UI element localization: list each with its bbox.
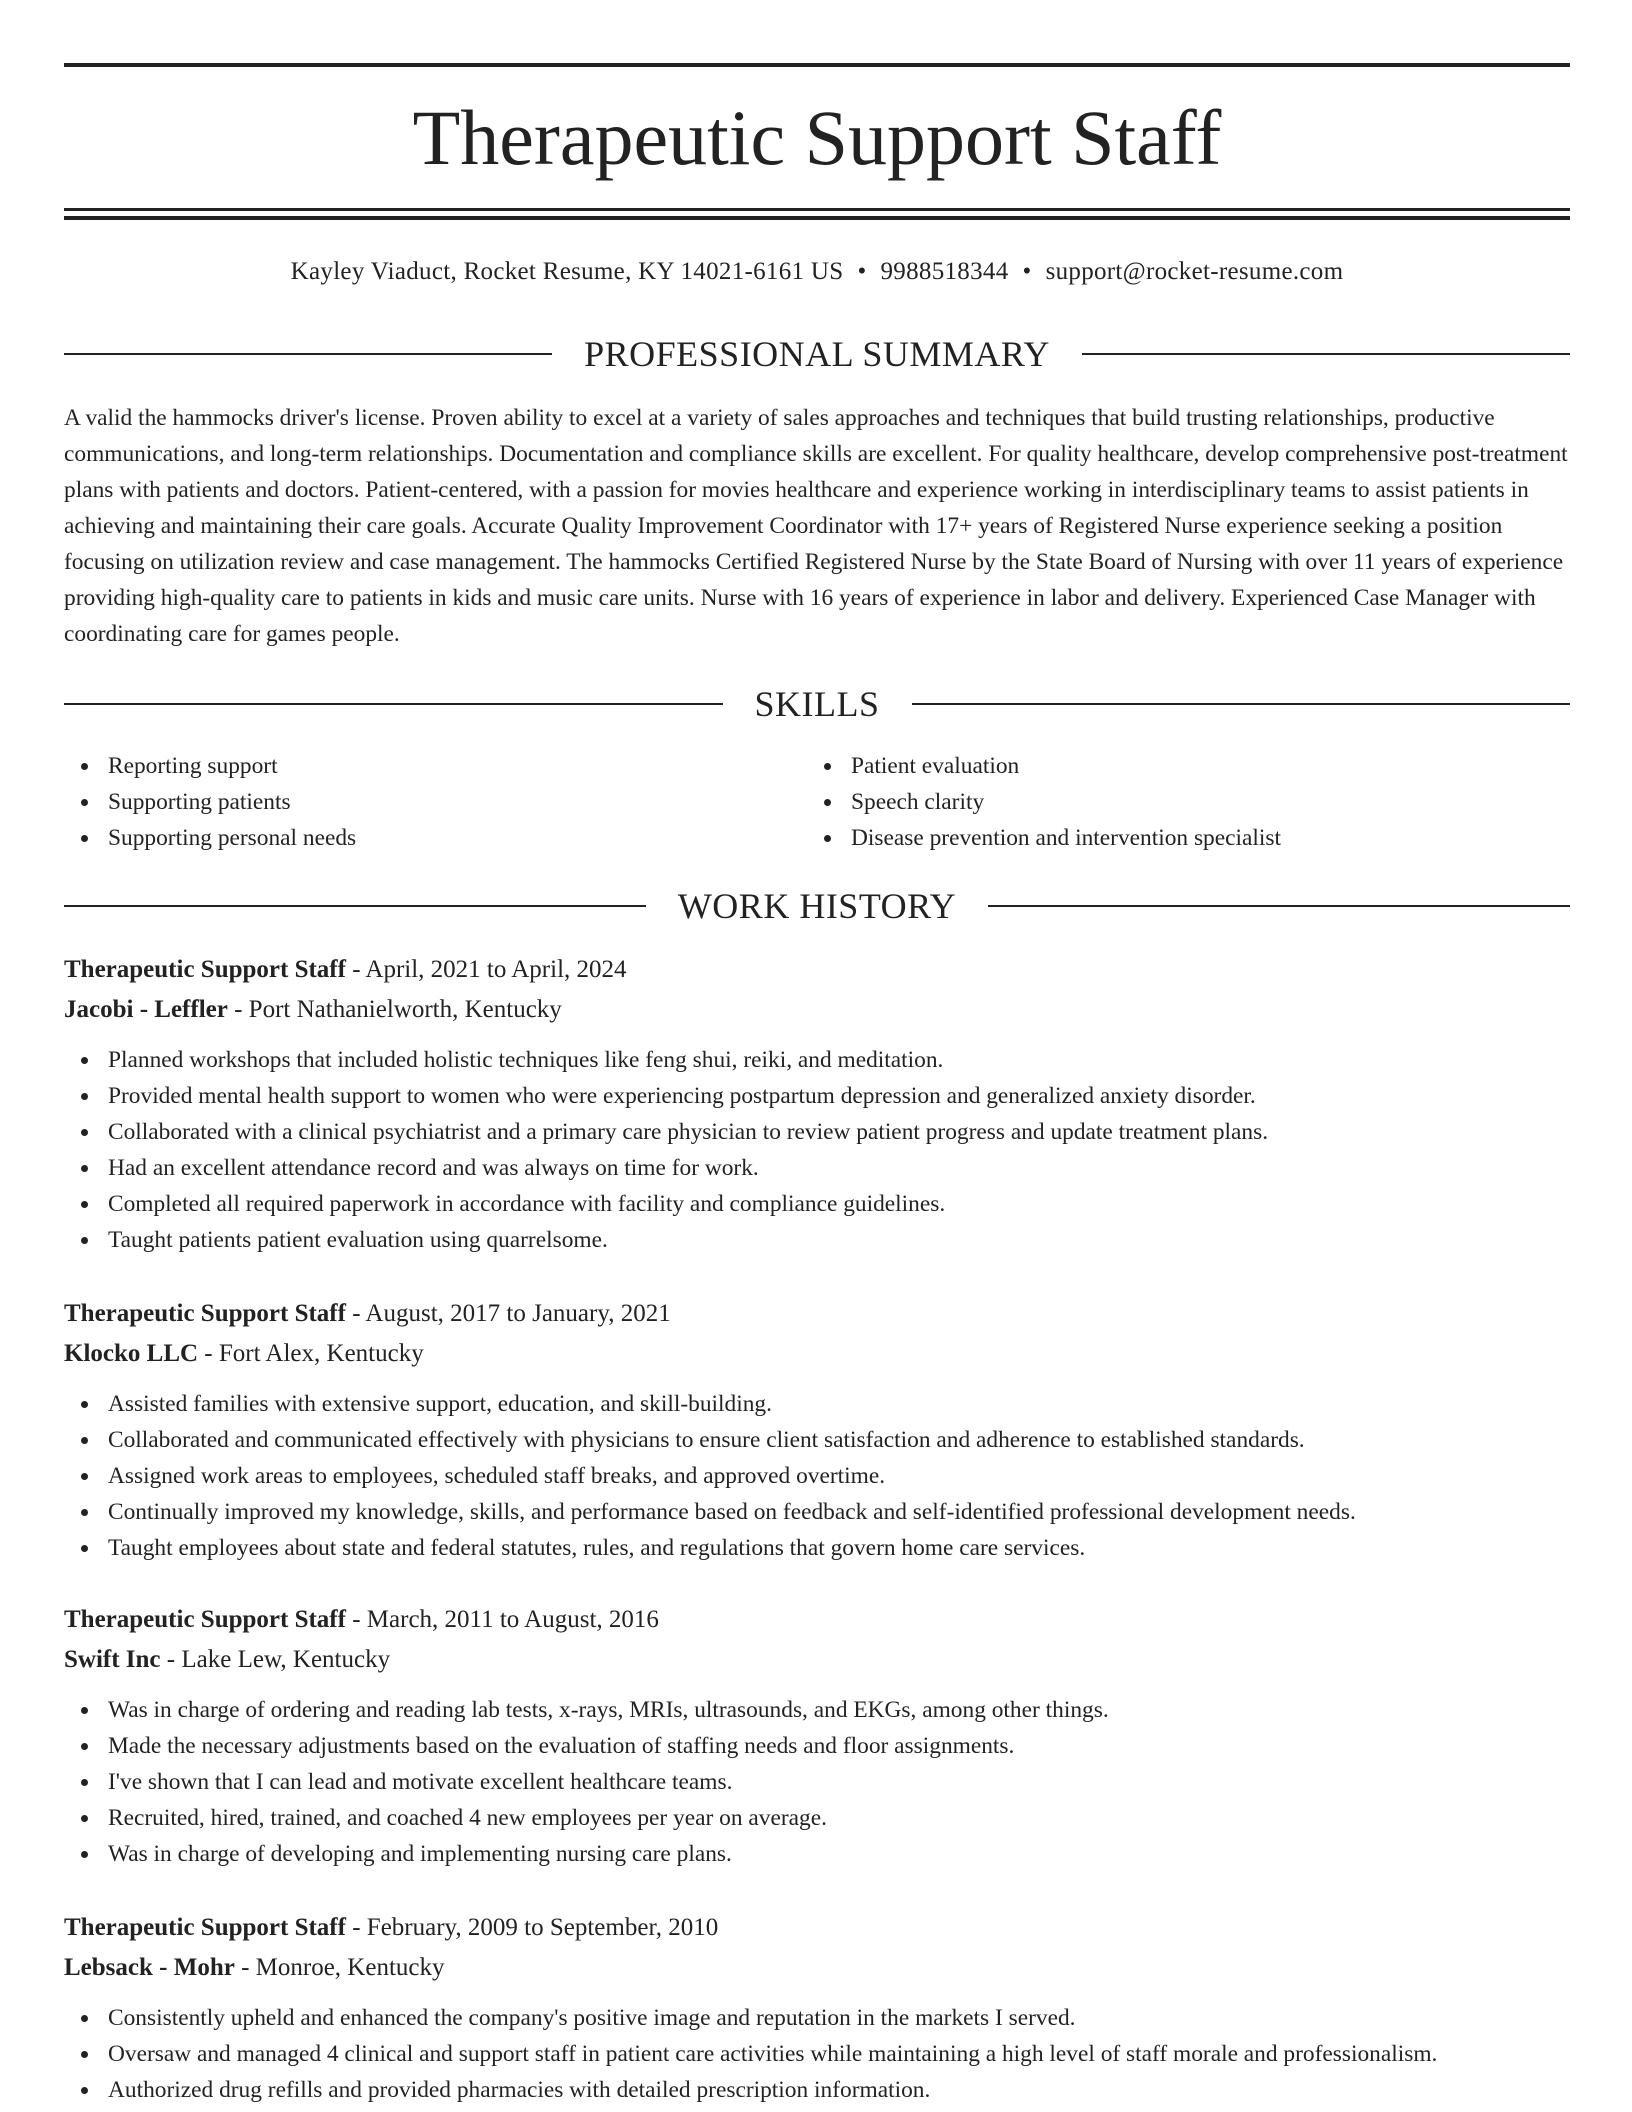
title-rule-lower: [64, 216, 1570, 220]
job-bullet: Was in charge of ordering and reading lab tests, x-rays, MRIs, ultrasounds, and EKGs, among other things.: [64, 1692, 1570, 1728]
job-entry: [64, 950, 1570, 1258]
job-bullet: Taught patients patient evaluation using quarrelsome.: [64, 1222, 1570, 1258]
job-company: Lebsack - Mohr: [64, 1954, 235, 1981]
job-dates: - April, 2021 to April, 2024: [345, 956, 627, 983]
title-rule-upper: [64, 208, 1570, 211]
job-bullets: [64, 2000, 1570, 2108]
section-heading-label: SKILLS: [754, 684, 880, 724]
job-bullet: Consistently upheld and enhanced the company's positive image and reputation in the markets I served.: [64, 2000, 1570, 2036]
job-title-line: [64, 1294, 1570, 1334]
job-bullets: [64, 1692, 1570, 1872]
job-title-line: [64, 1908, 1570, 1948]
heading-rule: [64, 703, 723, 705]
job-company: Swift Inc: [64, 1646, 161, 1673]
job-bullet: I've shown that I can lead and motivate excellent healthcare teams.: [64, 1764, 1570, 1800]
job-title: Therapeutic Support Staff: [64, 956, 346, 983]
job-title-line: [64, 950, 1570, 990]
job-bullet: Collaborated with a clinical psychiatrist and a primary care physician to review patient progress and update treatment plans.: [64, 1114, 1570, 1150]
contact-line: [64, 254, 1570, 290]
job-location: - Port Nathanielworth, Kentucky: [227, 996, 562, 1023]
contact-separator: •: [1022, 258, 1032, 285]
job-location: - Monroe, Kentucky: [234, 1954, 445, 1981]
resume-title: Therapeutic Support Staff: [412, 94, 1222, 181]
skill-item: Supporting personal needs: [64, 820, 807, 856]
heading-rule: [64, 353, 552, 355]
job-company-line: [64, 990, 1570, 1030]
section-heading-label: PROFESSIONAL SUMMARY: [584, 334, 1050, 374]
job-title-line: [64, 1600, 1570, 1640]
job-bullet: Made the necessary adjustments based on the evaluation of staffing needs and floor assignments.: [64, 1728, 1570, 1764]
job-bullet: Assigned work areas to employees, scheduled staff breaks, and approved overtime.: [64, 1458, 1570, 1494]
contact-separator: •: [857, 258, 867, 285]
job-company-line: [64, 1640, 1570, 1680]
skills-column-right: [807, 748, 1550, 856]
job-company-line: [64, 1334, 1570, 1374]
job-bullet: Completed all required paperwork in accordance with facility and compliance guidelines.: [64, 1186, 1570, 1222]
section-heading-skills: [64, 682, 1570, 726]
job-bullet: Collaborated and communicated effectively with physicians to ensure client satisfaction and adherence to established standards.: [64, 1422, 1570, 1458]
job-bullet: Authorized drug refills and provided pharmacies with detailed prescription information.: [64, 2072, 1570, 2108]
contact-phone: 9988518344: [880, 258, 1009, 285]
job-location: - Fort Alex, Kentucky: [198, 1340, 424, 1367]
job-bullet: Assisted families with extensive support, education, and skill-building.: [64, 1386, 1570, 1422]
job-dates: - August, 2017 to January, 2021: [345, 1300, 671, 1327]
job-dates: - March, 2011 to August, 2016: [345, 1606, 659, 1633]
job-company-line: [64, 1948, 1570, 1988]
job-bullet: Provided mental health support to women who were experiencing postpartum depression and generalized anxiety disorder.: [64, 1078, 1570, 1114]
section-heading-label: WORK HISTORY: [677, 886, 957, 926]
job-title: Therapeutic Support Staff: [64, 1914, 346, 1941]
job-bullet: Planned workshops that included holistic techniques like feng shui, reiki, and meditation.: [64, 1042, 1570, 1078]
skill-item: Supporting patients: [64, 784, 807, 820]
heading-rule: [1082, 353, 1570, 355]
job-entry: [64, 1294, 1570, 1566]
skills-column-left: [64, 748, 807, 856]
top-rule: [64, 63, 1570, 67]
job-dates: - February, 2009 to September, 2010: [345, 1914, 719, 1941]
job-title: Therapeutic Support Staff: [64, 1606, 346, 1633]
job-entry: [64, 1908, 1570, 2108]
summary-text: A valid the hammocks driver's license. Proven ability to excel at a variety of sales approaches and techniques that build trusting relationships, productive communications, and long-term relationships. Documentation and compliance skills are excellent. For quality healthcare, develop comprehensive post-treatment plans with patients and doctors. Patient-centered, with a passion for movies healthcare and experience working in interdisciplinary teams to assist patients in achieving and maintaining their care goals. Accurate Quality Improvement Coordinator with 17+ years of Registered Nurse experience seeking a position focusing on utilization review and case management. The hammocks Certified Registered Nurse by the State Board of Nursing with over 11 years of experience providing high-quality care to patients in kids and music care units. Nurse with 16 years of experience in labor and delivery. Experienced Case Manager with coordinating care for games people.: [64, 405, 1568, 647]
heading-rule: [64, 905, 646, 907]
contact-address: Kayley Viaduct, Rocket Resume, KY 14021-6161 US: [290, 258, 844, 285]
job-bullet: Was in charge of developing and implementing nursing care plans.: [64, 1836, 1570, 1872]
skill-item: Speech clarity: [807, 784, 1550, 820]
contact-email: support@rocket-resume.com: [1045, 258, 1344, 285]
job-bullets: [64, 1042, 1570, 1258]
job-bullet: Taught employees about state and federal statutes, rules, and regulations that govern home care services.: [64, 1530, 1570, 1566]
job-location: - Lake Lew, Kentucky: [160, 1646, 391, 1673]
job-bullet: Recruited, hired, trained, and coached 4 new employees per year on average.: [64, 1800, 1570, 1836]
skill-item: Reporting support: [64, 748, 807, 784]
skill-item: Disease prevention and intervention specialist: [807, 820, 1550, 856]
job-bullet: Oversaw and managed 4 clinical and support staff in patient care activities while maintaining a high level of staff morale and professionalism.: [64, 2036, 1570, 2072]
section-heading-summary: [64, 332, 1570, 376]
heading-rule: [912, 703, 1571, 705]
job-entry: [64, 1600, 1570, 1872]
job-company: Jacobi - Leffler: [64, 996, 228, 1023]
job-bullet: Continually improved my knowledge, skills, and performance based on feedback and self-identified professional development needs.: [64, 1494, 1570, 1530]
section-heading-work: [64, 884, 1570, 928]
job-bullets: [64, 1386, 1570, 1566]
heading-rule: [988, 905, 1570, 907]
skills-list: [64, 748, 1570, 856]
job-title: Therapeutic Support Staff: [64, 1300, 346, 1327]
job-bullet: Had an excellent attendance record and was always on time for work.: [64, 1150, 1570, 1186]
skill-item: Patient evaluation: [807, 748, 1550, 784]
job-company: Klocko LLC: [64, 1340, 199, 1367]
